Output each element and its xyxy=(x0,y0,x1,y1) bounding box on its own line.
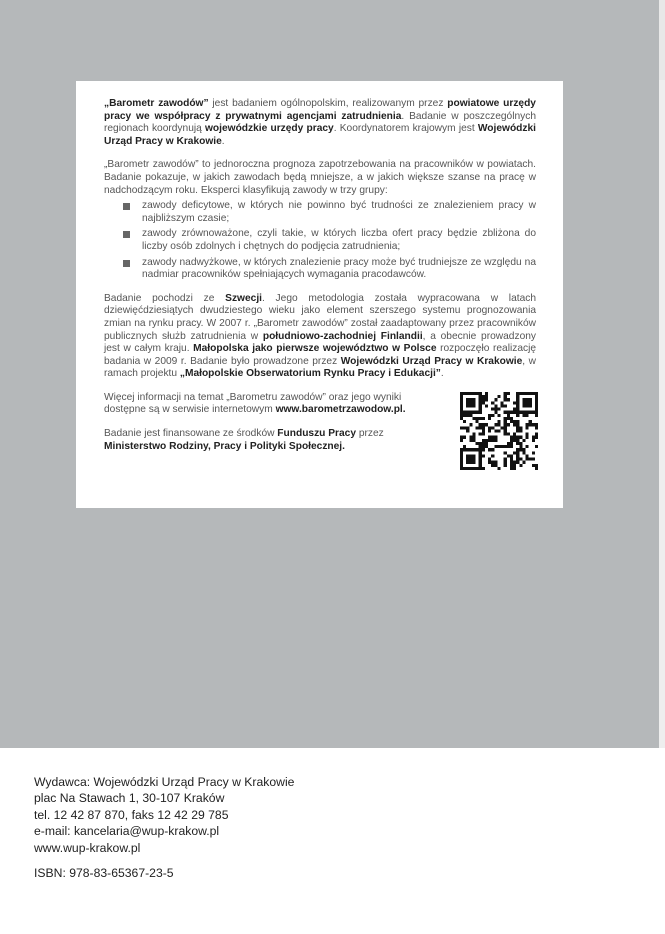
text-run: jest badaniem ogólnopolskim, realizowanym przez xyxy=(208,98,448,109)
list-item xyxy=(104,257,536,282)
bold-text-run: „Małopolskie Obserwatorium Rynku Pracy i Edukacji” xyxy=(179,368,441,380)
publisher-footer xyxy=(34,774,634,881)
history-paragraph xyxy=(104,293,536,381)
text-run: Badanie jest finansowane ze środków xyxy=(104,428,278,440)
text-run: . xyxy=(440,368,444,380)
publisher-website[interactable]: www.wup-krakow.pl xyxy=(34,840,141,855)
text-run: Badanie pochodzi ze xyxy=(104,292,226,304)
list-item xyxy=(104,228,536,253)
qr-code-icon xyxy=(460,392,538,470)
publisher-address: plac Na Stawach 1, 30-107 Kraków xyxy=(34,791,225,806)
info-panel-content xyxy=(104,98,536,464)
info-panel xyxy=(76,81,563,508)
bold-text-run: Ministerstwo Rodziny, Pracy i Polityki Społecznej. xyxy=(104,440,345,452)
bold-text-run: wojewódzkie urzędy pracy xyxy=(205,123,334,135)
bold-text-run: Wojewódzki Urząd Pracy w Krakowie xyxy=(104,123,536,147)
bullet-square-icon xyxy=(123,231,130,238)
text-run: rozpoczęło realizację badania w 2009 r. Badanie było prowadzone przez xyxy=(104,343,537,367)
bold-text-run: Szwecji xyxy=(225,292,262,304)
text-run: , a obecnie prowadzony jest w całym kraju. xyxy=(104,330,536,355)
list-item-text: zawody zrównoważone, czyli takie, w których liczba ofert pracy będzie zbliżona do liczby osób zdolnych i chętnych do podjęcia zatrudnienia; xyxy=(142,228,536,252)
description-paragraph xyxy=(104,159,536,197)
bold-text-run: Wojewódzki Urząd Pracy w Krakowie xyxy=(340,355,523,367)
list-item-text: zawody nadwyżkowe, w których znalezienie pracy może być trudniejsze ze względu na nadmiar pracowników spełniających wymagania pracodawców. xyxy=(142,256,536,281)
list-item xyxy=(104,200,536,225)
publisher-name: Wydawca: Wojewódzki Urząd Pracy w Krakowie xyxy=(34,775,295,789)
bullet-square-icon xyxy=(123,260,130,267)
intro-paragraph xyxy=(104,98,536,148)
text-run: . Jego metodologia została wypracowana w latach dziewięćdziesiątych dwudziestego wieku jako element szerszego systemu prognozowania zmian na rynku pracy. W 2007 r. „Barometr zawodów” został zaadaptowany przez pracowników publicznych służb zatrudnienia w xyxy=(104,292,536,342)
website-paragraph xyxy=(104,392,434,417)
bold-text-run: www.barometrzawodow.pl. xyxy=(275,404,406,416)
text-run: , w ramach projektu xyxy=(104,355,536,380)
list-item-text: zawody deficytowe, w których nie powinno być trudności ze znalezieniem pracy w najbliższym czasie; xyxy=(142,200,536,224)
funding-paragraph xyxy=(104,428,434,453)
isbn-number: ISBN: 978-83-65367-23-5 xyxy=(34,866,174,881)
bold-text-run: Małopolska jako pierwsze województwo w Polsce xyxy=(193,343,437,355)
profession-groups-list xyxy=(104,200,536,282)
text-run: . Badanie w poszczególnych regionach koordynują xyxy=(104,110,536,135)
text-run: Więcej informacji na temat „Barometru zawodów” oraz jego wyniki dostępne są w serwisie internetowym xyxy=(104,391,402,416)
text-run: . Koordynatorem krajowym jest xyxy=(333,123,478,135)
publisher-email[interactable]: e-mail: kancelaria@wup-krakow.pl xyxy=(34,824,220,839)
bold-text-run: powiatowe urzędy pracy we współpracy z prywatnymi agencjami zatrudnienia xyxy=(104,98,536,122)
text-run: . xyxy=(221,135,225,147)
publisher-phone: tel. 12 42 87 870, faks 12 42 29 785 xyxy=(34,807,229,822)
bullet-square-icon xyxy=(123,203,130,210)
bold-text-run: „Barometr zawodów” xyxy=(104,98,209,109)
page-edge-strip xyxy=(659,0,665,80)
more-info-block xyxy=(104,392,536,453)
text-run: przez xyxy=(355,428,384,440)
text-run: „Barometr zawodów” to jednoroczna prognoza zapotrzebowania na pracowników w powiatach. Badanie pokazuje, w jakich zawodach będą mniejsze, a w jakich większe szanse na pracę w nadchodzącym roku. Eksperci klasyfikują zawody w trzy grupy: xyxy=(104,159,536,196)
bold-text-run: Funduszu Pracy xyxy=(277,428,356,440)
bold-text-run: południowo-zachodniej Finlandii xyxy=(262,330,423,342)
